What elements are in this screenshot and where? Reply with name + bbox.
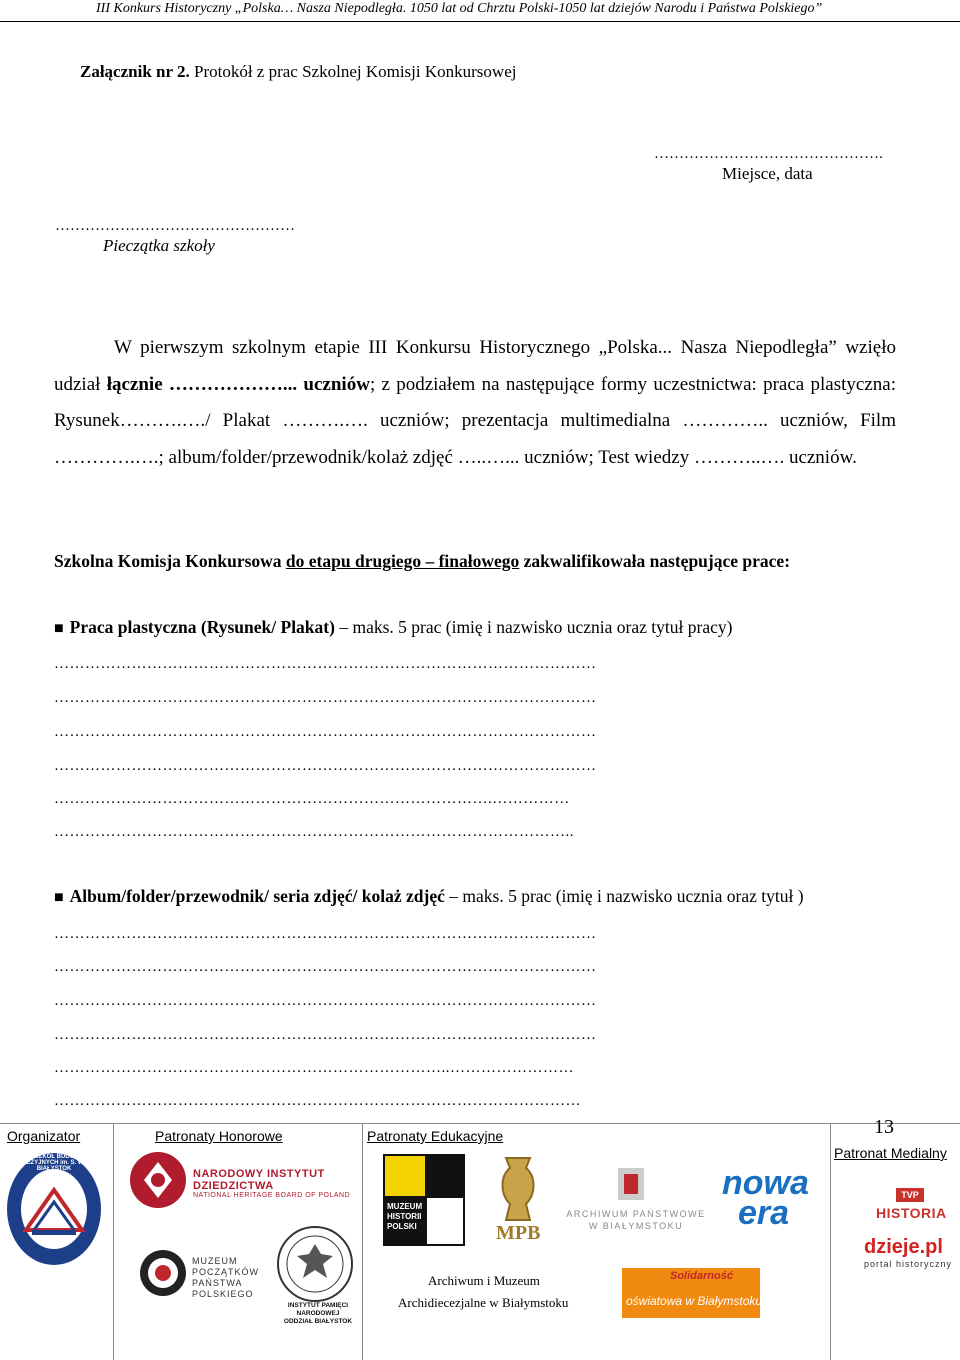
archive-state-line2: W BIAŁYMSTOKU xyxy=(588,1221,684,1231)
section-art-works xyxy=(54,617,732,638)
nowa-era-logo xyxy=(722,1164,809,1232)
mpp-line3: PAŃSTWA xyxy=(192,1278,243,1288)
solidarnosc-line2: oświatowa w Białymstoku xyxy=(626,1294,763,1308)
mpb-text: MPB xyxy=(496,1222,541,1244)
commission-post: zakwalifikowała następujące prace: xyxy=(519,551,791,571)
section-album-note: – maks. 5 prac (imię i nazwisko ucznia oraz tytuł ) xyxy=(444,886,804,906)
nowa-era-line1: nowa xyxy=(722,1164,809,1202)
entry-line[interactable]: …………………………………………………………………………………………… xyxy=(54,690,597,706)
section-art-works-note: – maks. 5 prac (imię i nazwisko ucznia oraz tytuł pracy) xyxy=(334,617,733,637)
mhp-logo xyxy=(383,1154,465,1246)
honorary-patronage-heading: Patronaty Honorowe xyxy=(155,1128,283,1144)
organizer-logo-text: ZESPÓŁ SZKÓŁ BUDOWLANO-GEODEZYJNYCH im. S. W. Ryły BIAŁYSTOK xyxy=(8,1154,100,1172)
page-number: 13 xyxy=(874,1116,894,1138)
organizer-logo xyxy=(4,1150,104,1268)
nid-line2: DZIEDZICTWA xyxy=(193,1180,274,1192)
section-art-works-title: Praca plastyczna (Rysunek/ Plakat) xyxy=(69,617,335,637)
solidarnosc-logo xyxy=(622,1268,763,1318)
ipn-line3: ODDZIAŁ BIAŁYSTOK xyxy=(283,1318,353,1325)
section-album xyxy=(54,886,804,907)
mpp-emblem-icon xyxy=(138,1246,188,1301)
entry-line[interactable]: ……………………………………………………………………………………….. xyxy=(54,824,574,840)
ipn-line2: NARODOWEJ xyxy=(296,1310,340,1317)
footer-column-separator xyxy=(830,1124,831,1360)
educational-patronage-heading: Patronaty Edukacyjne xyxy=(367,1128,504,1144)
archdiocese-archive-name xyxy=(398,1270,578,1314)
commission-pre: Szkolna Komisja Konkursowa xyxy=(54,551,286,571)
organizer-heading: Organizator xyxy=(7,1128,81,1144)
dzieje-logo: dzieje.pl xyxy=(864,1236,943,1258)
nid-line3: NATIONAL HERITAGE BOARD OF POLAND xyxy=(193,1192,351,1199)
section-album-title: Album/folder/przewodnik/ seria zdjęć/ kolaż zdjęć xyxy=(69,886,445,906)
entry-line[interactable]: ………………………………………………………………………………………… xyxy=(54,1093,581,1109)
paragraph-text-2: ; z podziałem na następujące formy uczestnictwa: praca plastyczna: Rysunek……….…./ Plakat ……….…. uczniów; prezentacja multimedialna ………….. uczniów, Film ………….….; album/folder/przewodnik/kolaż zdjęć …..…... uczniów; Test wiedzy ………..…. uczniów. xyxy=(54,373,896,468)
attachment-title: Protokół z prac Szkolnej Komisji Konkursowej xyxy=(189,62,517,81)
entry-line[interactable]: …………………………………………………………………………………………… xyxy=(54,656,597,672)
nid-name xyxy=(193,1168,350,1199)
mpp-line2: POCZĄTKÓW xyxy=(192,1267,259,1277)
footer-divider xyxy=(0,1123,960,1124)
running-header xyxy=(0,0,960,22)
mhp-white-block xyxy=(427,1198,463,1244)
document-title xyxy=(80,62,516,82)
entry-line[interactable]: …………………………………………………………………..…………………… xyxy=(54,1060,574,1076)
school-stamp-label: Pieczątka szkoły xyxy=(103,236,215,255)
archive-state-line1: ARCHIWUM PAŃSTWOWE xyxy=(566,1209,706,1219)
school-stamp-field[interactable]: ………………………………………… xyxy=(55,218,295,234)
mpp-name xyxy=(192,1256,259,1300)
archive-line1: Archiwum i Muzeum xyxy=(428,1273,540,1288)
mhp-name xyxy=(387,1202,422,1232)
ipn-name xyxy=(278,1302,358,1326)
mpp-line4: POLSKIEGO xyxy=(192,1289,254,1299)
mhp-line2: HISTORII xyxy=(387,1212,422,1221)
footer-column-separator xyxy=(113,1124,114,1360)
nowa-era-line2: era xyxy=(738,1194,790,1232)
nid-emblem-icon xyxy=(128,1150,188,1210)
paragraph-total-count[interactable]: łącznie ………………... uczniów xyxy=(106,373,370,395)
mhp-line1: MUZEUM xyxy=(387,1202,423,1211)
commission-statement xyxy=(54,551,790,572)
archive-line2: Archidiecezjalne w Białymstoku xyxy=(398,1295,569,1310)
ipn-eagle-icon xyxy=(275,1224,355,1304)
footer-column-separator xyxy=(362,1124,363,1360)
media-patronage-heading: Patronat Medialny xyxy=(834,1145,947,1161)
commission-stage: do etapu drugiego – finałowego xyxy=(285,551,520,571)
paragraph-text-1: W pierwszym szkolnym etapie III Konkursu Historycznego „Polska... Nasza Niepodległa” wzięło udział xyxy=(54,337,896,395)
mhp-yellow-block xyxy=(385,1156,425,1196)
participation-paragraph xyxy=(54,330,896,476)
archive-state-emblem-icon xyxy=(616,1166,646,1202)
archive-state-name xyxy=(566,1208,706,1232)
nid-line1: NARODOWY INSTYTUT xyxy=(193,1168,325,1180)
place-date-field[interactable]: ………………………………………. xyxy=(654,146,883,162)
entry-line[interactable]: …………………………………………………………………………………………… xyxy=(54,1027,597,1043)
mpb-vase-icon xyxy=(492,1154,544,1224)
tvp-badge: TVP xyxy=(896,1188,924,1202)
header-title: III Konkurs Historyczny „Polska… Nasza Niepodległa. 1050 lat od Chrztu Polski-1050 lat dziejów Narodu i Państwa Polskiego” xyxy=(96,1,823,16)
square-bullet-icon: ■ xyxy=(54,620,64,637)
solidarnosc-line1: Solidarność xyxy=(670,1270,733,1282)
mhp-line3: POLSKI xyxy=(387,1222,417,1231)
ipn-line1: INSTYTUT PAMIĘCI xyxy=(287,1302,349,1309)
entry-line[interactable]: ………………………………………………………………………….…………… xyxy=(54,791,570,807)
entry-line[interactable]: …………………………………………………………………………………………… xyxy=(54,993,597,1009)
square-bullet-icon: ■ xyxy=(54,889,64,906)
tvp-historia-text: HISTORIA xyxy=(876,1205,947,1221)
place-date-label: Miejsce, data xyxy=(722,164,813,183)
attachment-label: Załącznik nr 2. xyxy=(80,62,190,81)
entry-line[interactable]: …………………………………………………………………………………………… xyxy=(54,758,597,774)
mpp-line1: MUZEUM xyxy=(192,1256,238,1266)
entry-line[interactable]: …………………………………………………………………………………………… xyxy=(54,959,597,975)
entry-line[interactable]: …………………………………………………………………………………………… xyxy=(54,926,597,942)
dzieje-tagline: portal historyczny xyxy=(864,1259,953,1269)
entry-line[interactable]: …………………………………………………………………………………………… xyxy=(54,724,597,740)
